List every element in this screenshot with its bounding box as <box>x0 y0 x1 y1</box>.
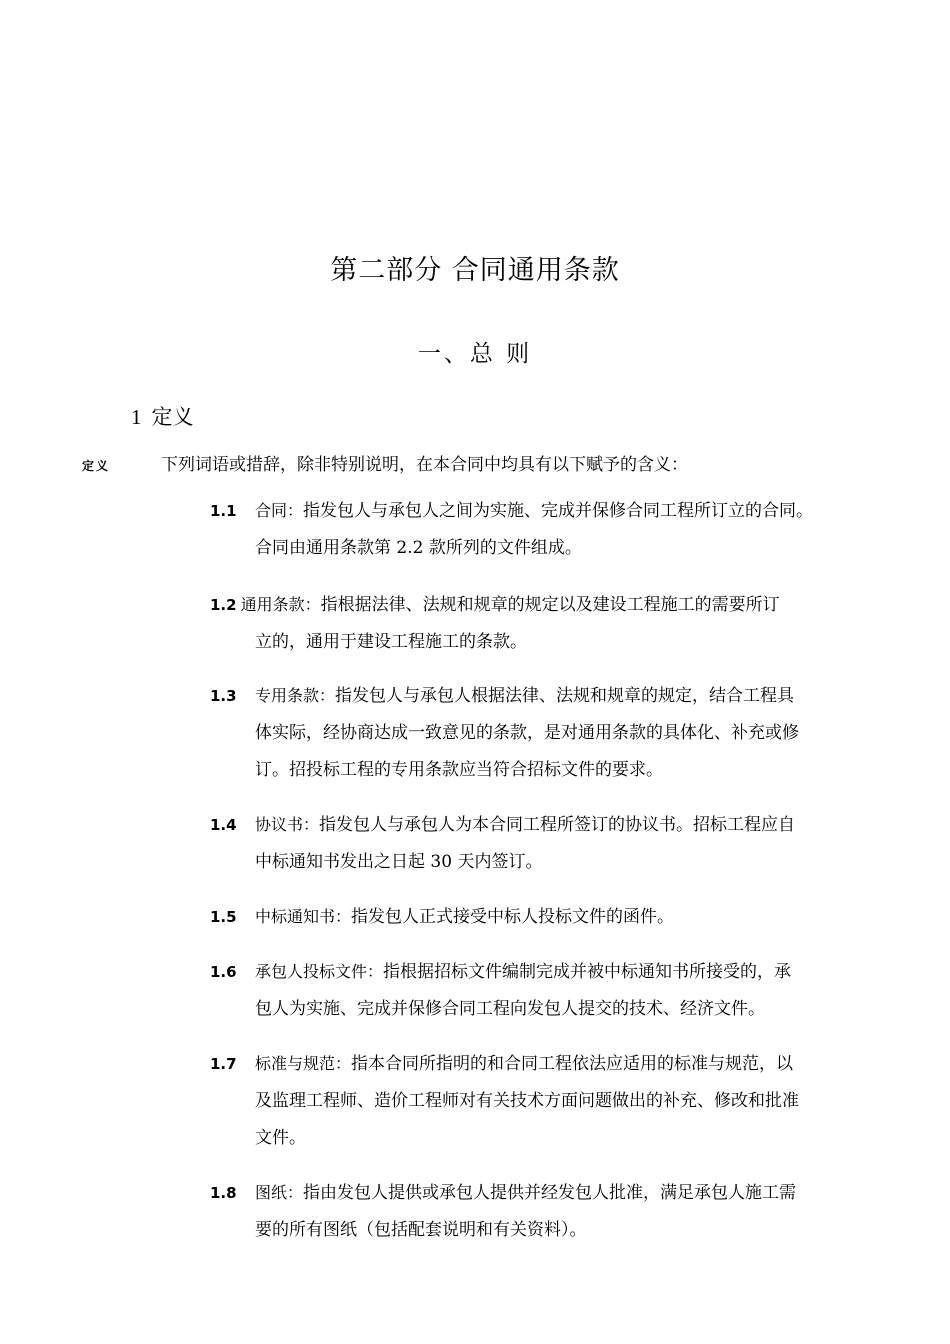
clause-text: 指发包人与承包人为本合同工程所签订的协议书。招标工程应自 <box>319 815 796 835</box>
clause-text: 包人为实施、完成并保修合同工程向发包人提交的技术、经济文件。 <box>255 999 765 1019</box>
clause-text: 指根据法律、法规和规章的规定以及建设工程施工的需要所订 <box>320 595 780 615</box>
clause-text: 文件。 <box>255 1128 306 1148</box>
clause-1-3 <box>210 677 870 789</box>
clause-number: 1.3 <box>210 687 237 705</box>
section-number: 1 <box>131 405 142 429</box>
clause-1-1 <box>210 492 870 567</box>
clause-text: 要的所有图纸（包括配套说明和有关资料）。 <box>255 1220 587 1240</box>
clause-number: 1.7 <box>210 1055 237 1073</box>
clause-term: 协议书： <box>255 815 320 834</box>
clause-text: 合同由通用条款第 2.2 款所列的文件组成。 <box>255 538 582 558</box>
clause-text: 指由发包人提供或承包人提供并经发包人批准，满足承包人施工需 <box>303 1183 797 1203</box>
clause-text: 指根据招标文件编制完成并被中标通知书所接受的，承 <box>383 962 792 982</box>
clause-1-4 <box>210 806 870 881</box>
clause-term: 通用条款： <box>240 595 321 614</box>
clause-1-8 <box>210 1174 870 1249</box>
clause-text: 指本合同所指明的和合同工程依法应适用的标准与规范，以 <box>351 1054 794 1074</box>
clause-text: 及监理工程师、造价工程师对有关技术方面问题做出的补充、修改和批准 <box>255 1091 799 1111</box>
section-heading <box>131 401 194 431</box>
clause-term: 合同： <box>255 501 304 520</box>
clause-number: 1.8 <box>210 1184 237 1202</box>
clause-text: 订。招投标工程的专用条款应当符合招标文件的要求。 <box>255 760 663 780</box>
clause-1-2 <box>210 586 870 661</box>
clause-term: 专用条款： <box>255 686 336 705</box>
clause-text: 体实际，经协商达成一致意见的条款，是对通用条款的具体化、补充或修 <box>255 723 799 743</box>
chapter-title: 一、总 则 <box>417 341 533 367</box>
clause-number: 1.5 <box>210 908 237 926</box>
clause-text: 指发包人与承包人根据法律、法规和规章的规定，结合工程具 <box>335 686 795 706</box>
clause-term: 图纸： <box>255 1183 304 1202</box>
clause-text: 指发包人与承包人之间为实施、完成并保修合同工程所订立的合同。 <box>303 501 814 521</box>
clause-number: 1.1 <box>210 502 237 520</box>
clause-1-5 <box>210 898 870 936</box>
clause-1-6 <box>210 953 870 1028</box>
clause-number: 1.4 <box>210 816 237 834</box>
clause-text: 中标通知书发出之日起 30 天内签订。 <box>255 852 543 872</box>
clause-text: 立的，通用于建设工程施工的条款。 <box>255 632 527 652</box>
clause-term: 中标通知书： <box>255 907 352 926</box>
clause-term: 标准与规范： <box>255 1054 352 1073</box>
clause-term: 承包人投标文件： <box>255 962 384 981</box>
intro-paragraph: 下列词语或措辞，除非特别说明，在本合同中均具有以下赋予的含义： <box>161 455 688 475</box>
margin-note: 定义 <box>82 459 111 473</box>
section-title: 定义 <box>151 405 194 429</box>
clause-number: 1.6 <box>210 963 237 981</box>
clause-text: 指发包人正式接受中标人投标文件的函件。 <box>351 907 675 927</box>
part-title: 第二部分 合同通用条款 <box>330 255 620 286</box>
clause-number: 1.2 <box>210 596 237 614</box>
clause-1-7 <box>210 1045 870 1157</box>
